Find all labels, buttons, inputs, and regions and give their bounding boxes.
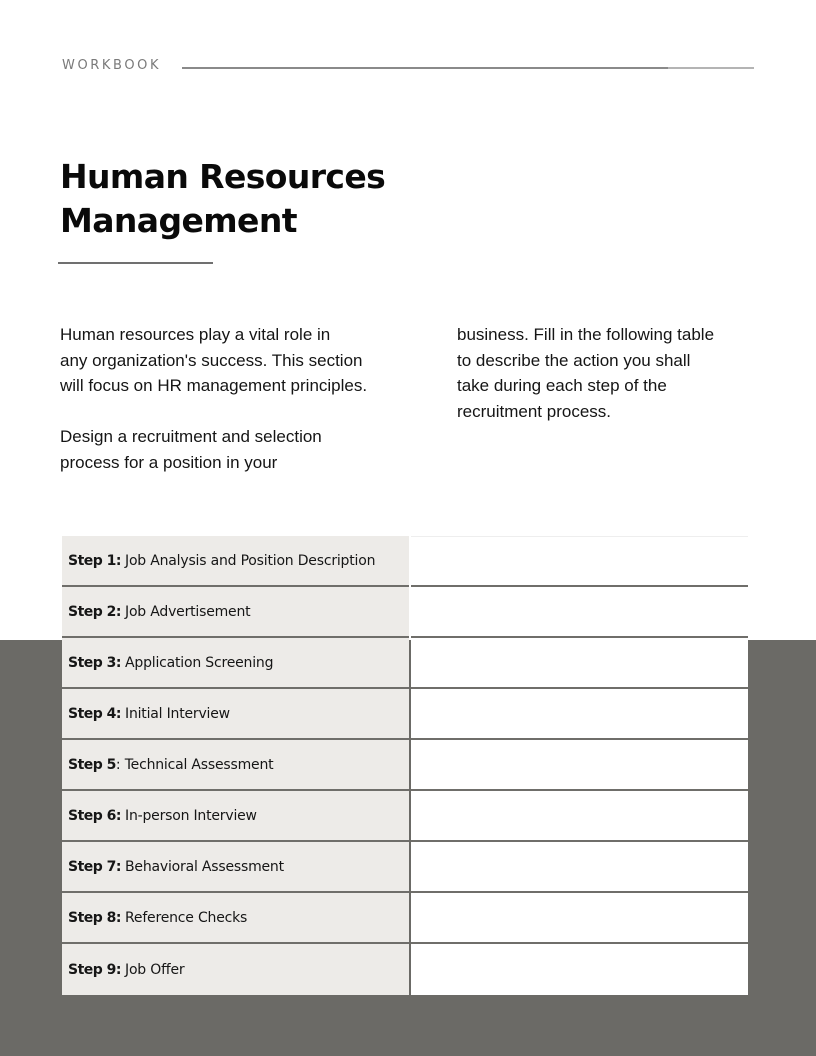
step-name: Initial Interview	[125, 705, 230, 722]
header-rule	[182, 67, 754, 69]
step-label-cell	[62, 944, 409, 995]
step-number: Step 6:	[68, 807, 122, 824]
table-row	[62, 893, 748, 944]
table-row	[62, 536, 748, 587]
page-header	[62, 58, 754, 78]
step-label-cell	[62, 587, 409, 638]
step-answer-field[interactable]	[411, 893, 748, 944]
table-row	[62, 842, 748, 893]
step-answer-field[interactable]	[411, 638, 748, 689]
step-label-cell	[62, 689, 409, 740]
step-answer-field[interactable]	[411, 791, 748, 842]
table-row	[62, 587, 748, 638]
table-row	[62, 689, 748, 740]
table-row	[62, 791, 748, 842]
step-number: Step 1:	[68, 552, 122, 569]
intro-paragraph-2: Design a recruitment and selection process for a position in your	[60, 427, 322, 472]
step-name: Job Analysis and Position Description	[125, 552, 376, 569]
intro-column-left	[60, 322, 400, 475]
recruitment-steps-table	[62, 536, 748, 995]
step-answer-field[interactable]	[411, 740, 748, 791]
title-underline	[58, 262, 213, 264]
page-title	[60, 155, 480, 243]
step-name: Job Offer	[125, 961, 185, 978]
step-answer-field[interactable]	[411, 944, 748, 995]
table-row	[62, 638, 748, 689]
step-label-cell	[62, 791, 409, 842]
section-label: WORKBOOK	[62, 58, 162, 73]
step-label-cell	[62, 638, 409, 689]
step-name: Job Advertisement	[125, 603, 251, 620]
step-number: Step 2:	[68, 603, 122, 620]
table-row	[62, 944, 748, 995]
step-label-cell	[62, 740, 409, 791]
step-name: Behavioral Assessment	[125, 858, 284, 875]
title-line-1: Human Resources	[60, 157, 386, 196]
step-number: Step 8:	[68, 909, 122, 926]
step-number: Step 9:	[68, 961, 122, 978]
step-number: Step 7:	[68, 858, 122, 875]
step-label-cell	[62, 536, 409, 587]
intro-paragraph-1: Human resources play a vital role in any organization's success. This section will focus on HR management principles.	[60, 325, 368, 395]
step-label-cell	[62, 893, 409, 944]
step-name: In-person Interview	[125, 807, 257, 824]
step-number: Step 3:	[68, 654, 122, 671]
title-line-2: Management	[60, 201, 297, 240]
step-answer-field[interactable]	[411, 587, 748, 638]
step-name: Reference Checks	[125, 909, 248, 926]
step-number: Step 5	[68, 756, 116, 773]
intro-column-right	[457, 322, 757, 424]
step-label-cell	[62, 842, 409, 893]
step-answer-field[interactable]	[411, 536, 748, 587]
step-name: : Technical Assessment	[115, 756, 274, 773]
table-row	[62, 740, 748, 791]
intro-paragraph-3: business. Fill in the following table to describe the action you shall take during each step of the recruitment process.	[457, 325, 715, 421]
step-answer-field[interactable]	[411, 842, 748, 893]
step-answer-field[interactable]	[411, 689, 748, 740]
step-name: Application Screening	[125, 654, 274, 671]
step-number: Step 4:	[68, 705, 122, 722]
